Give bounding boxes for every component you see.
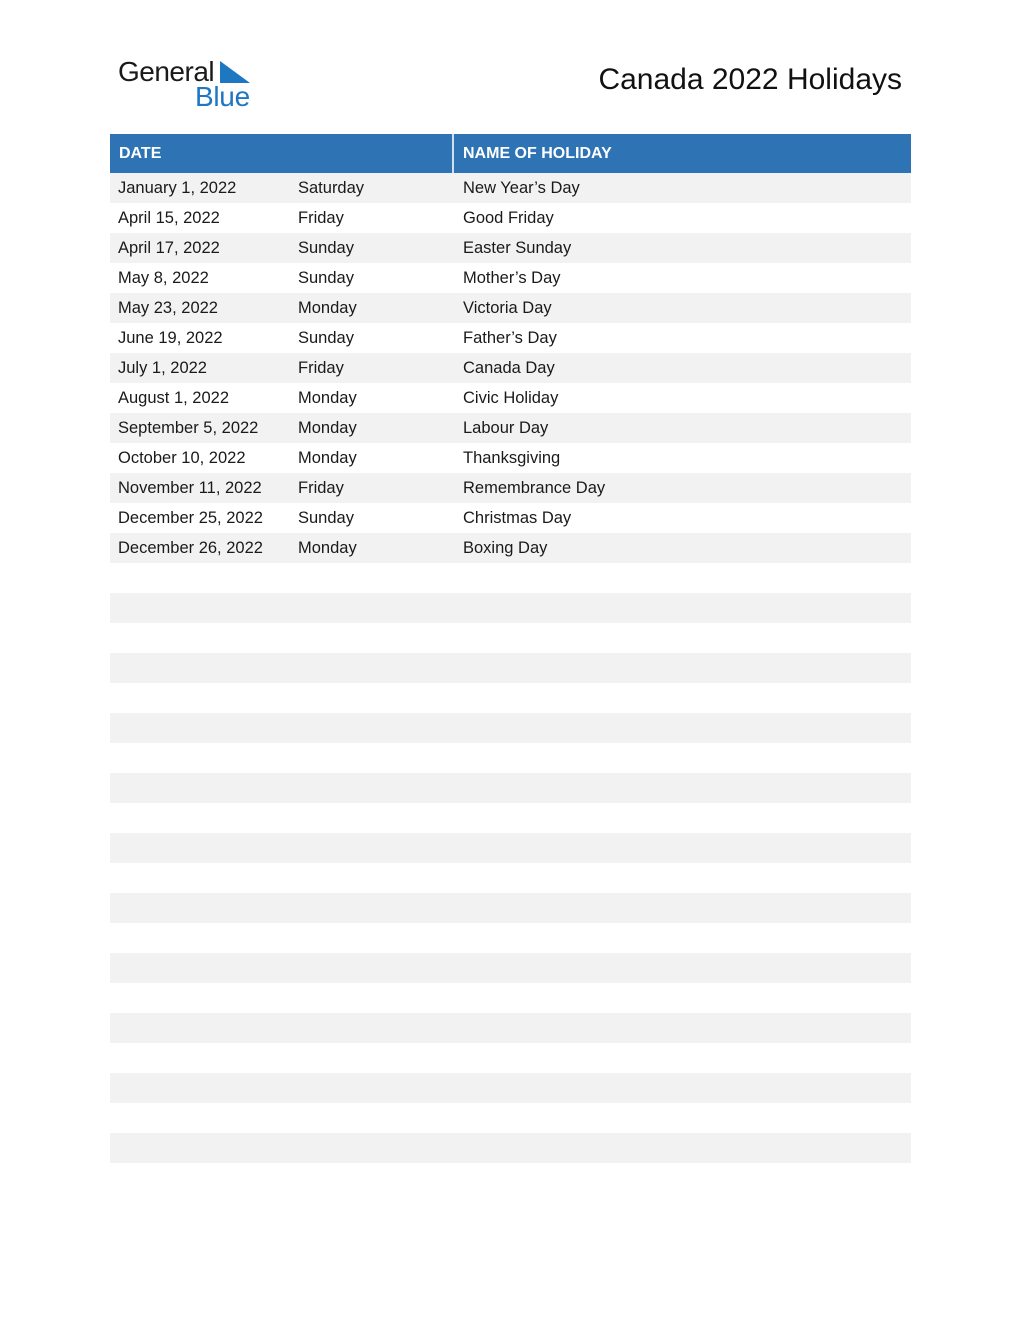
table-row [110, 503, 911, 533]
cell-weekday: Sunday [298, 328, 354, 347]
generalblue-logo [118, 56, 258, 112]
cell-date: July 1, 2022 [118, 358, 207, 377]
cell-holiday-name: New Year’s Day [463, 178, 580, 197]
cell-date: April 15, 2022 [118, 208, 220, 227]
table-row [110, 803, 911, 833]
cell-holiday-name: Mother’s Day [463, 268, 561, 287]
cell-date: November 11, 2022 [118, 478, 262, 497]
table-row [110, 623, 911, 653]
cell-weekday: Monday [298, 538, 357, 557]
table-row [110, 1043, 911, 1073]
cell-weekday: Monday [298, 448, 357, 467]
table-row [110, 1103, 911, 1133]
cell-date: October 10, 2022 [118, 448, 246, 467]
table-row [110, 653, 911, 683]
cell-weekday: Monday [298, 298, 357, 317]
cell-date: September 5, 2022 [118, 418, 259, 437]
page-title: Canada 2022 Holidays [598, 63, 902, 96]
table-row [110, 743, 911, 773]
table-row [110, 173, 911, 203]
column-header-date: DATE [110, 134, 454, 173]
holiday-table [110, 134, 911, 1193]
cell-date: December 25, 2022 [118, 508, 263, 527]
cell-date: April 17, 2022 [118, 238, 220, 257]
cell-holiday-name: Boxing Day [463, 538, 548, 557]
table-body [110, 173, 911, 1193]
table-row [110, 683, 911, 713]
cell-date: June 19, 2022 [118, 328, 223, 347]
table-row [110, 563, 911, 593]
logo-triangle-icon [220, 61, 250, 83]
table-row [110, 383, 911, 413]
table-row [110, 293, 911, 323]
column-header-name: NAME OF HOLIDAY [463, 144, 612, 162]
logo-text-blue: Blue [195, 81, 250, 112]
cell-weekday: Monday [298, 388, 357, 407]
table-row [110, 713, 911, 743]
cell-holiday-name: Good Friday [463, 208, 554, 227]
table-row [110, 203, 911, 233]
table-row [110, 473, 911, 503]
cell-weekday: Sunday [298, 268, 354, 287]
cell-weekday: Friday [298, 208, 344, 227]
cell-holiday-name: Canada Day [463, 358, 555, 377]
table-row [110, 533, 911, 563]
table-row [110, 893, 911, 923]
table-row [110, 323, 911, 353]
cell-holiday-name: Labour Day [463, 418, 549, 437]
table-row [110, 773, 911, 803]
cell-date: December 26, 2022 [118, 538, 263, 557]
cell-weekday: Monday [298, 418, 357, 437]
table-row [110, 233, 911, 263]
cell-holiday-name: Christmas Day [463, 508, 572, 527]
cell-holiday-name: Easter Sunday [463, 238, 572, 257]
cell-holiday-name: Victoria Day [463, 298, 552, 317]
table-row [110, 863, 911, 893]
table-row [110, 443, 911, 473]
table-row [110, 1073, 911, 1103]
table-row [110, 1013, 911, 1043]
logo-text-general: General [118, 56, 215, 87]
cell-date: May 8, 2022 [118, 268, 209, 287]
cell-holiday-name: Civic Holiday [463, 388, 559, 407]
table-row [110, 1133, 911, 1163]
cell-weekday: Friday [298, 358, 344, 377]
cell-weekday: Sunday [298, 508, 354, 527]
cell-weekday: Friday [298, 478, 344, 497]
cell-date: August 1, 2022 [118, 388, 230, 407]
table-row [110, 833, 911, 863]
table-row [110, 263, 911, 293]
cell-date: May 23, 2022 [118, 298, 218, 317]
table-row [110, 983, 911, 1013]
cell-weekday: Sunday [298, 238, 354, 257]
cell-holiday-name: Father’s Day [463, 328, 557, 347]
cell-holiday-name: Thanksgiving [463, 448, 561, 467]
table-row [110, 923, 911, 953]
table-header [110, 134, 911, 173]
cell-weekday: Saturday [298, 178, 365, 197]
cell-date: January 1, 2022 [118, 178, 237, 197]
table-row [110, 353, 911, 383]
table-row [110, 593, 911, 623]
table-row [110, 953, 911, 983]
table-row [110, 413, 911, 443]
cell-holiday-name: Remembrance Day [463, 478, 606, 497]
table-row [110, 1163, 911, 1193]
